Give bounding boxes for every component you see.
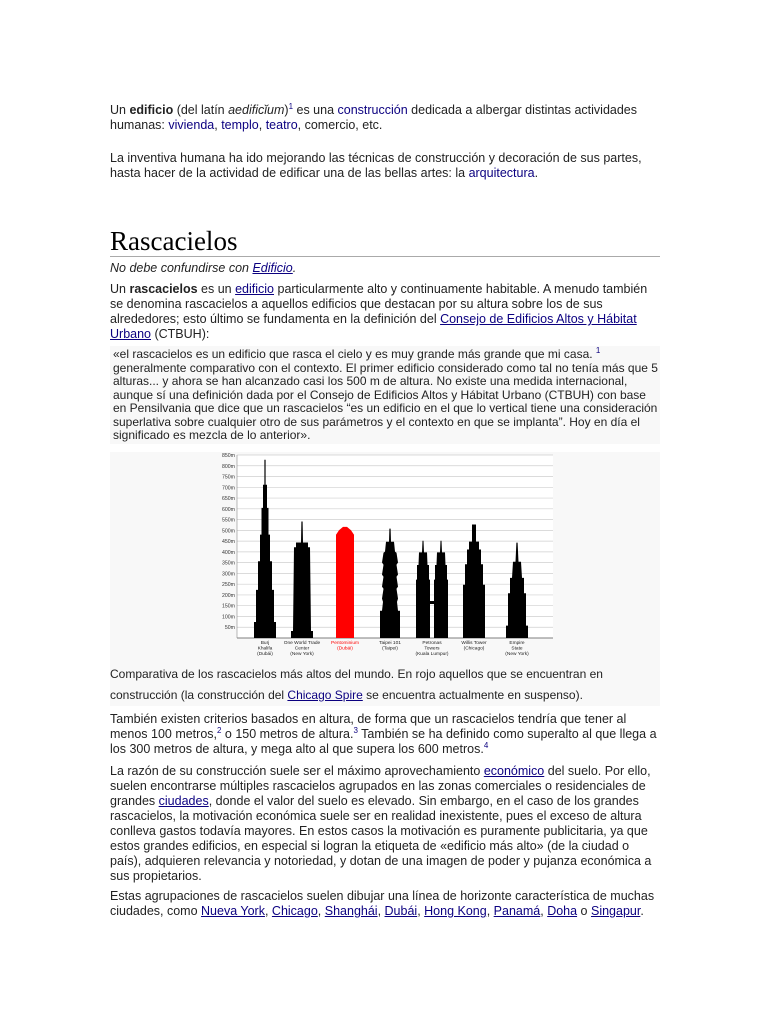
y-tick-label: 550m	[222, 517, 235, 524]
text: Un	[110, 282, 130, 296]
link-ctbuh[interactable]: Consejo de Edificios Altos y Hábitat Urbano	[110, 312, 637, 341]
text: , comercio, etc.	[297, 118, 383, 132]
building-label: Khalifa	[257, 646, 273, 652]
link-teatro[interactable]: teatro	[265, 118, 298, 132]
building-label: Center	[294, 646, 310, 652]
y-tick-label: 300m	[222, 571, 235, 578]
text: .	[292, 261, 297, 275]
link-doha[interactable]: Doha	[547, 904, 578, 918]
building-bar	[336, 527, 354, 638]
building-label: Pentominium	[331, 641, 359, 646]
rascacielos-paragraph-2	[110, 712, 660, 757]
y-tick-label: 50m	[224, 625, 235, 632]
building-label: Empire	[509, 641, 525, 646]
y-tick-label: 600m	[222, 506, 235, 513]
text: No debe confundirse con	[110, 261, 253, 275]
building-label: State	[511, 646, 523, 652]
text: ,	[540, 904, 548, 918]
section-title: Rascacielos	[110, 226, 238, 256]
text: ,	[258, 118, 266, 132]
y-tick-label: 150m	[222, 603, 235, 610]
skyscraper-chart	[213, 452, 559, 664]
text: La razón de su construcción suele ser el máximo aprovechamiento	[110, 764, 484, 778]
skyscraper-figure	[110, 452, 660, 706]
text: (del latín	[173, 103, 229, 117]
y-tick-label: 450m	[222, 539, 235, 546]
building-label: (Dubái)	[337, 646, 353, 652]
y-tick-label: 700m	[222, 485, 235, 492]
y-tick-label: 500m	[222, 528, 235, 535]
hatnote	[110, 261, 296, 276]
building-label: (Kuala Lumpur)	[415, 652, 449, 658]
text: particularmente alto y continuamente habitable. A menudo también se denomina rascacielos a aquellos edificios que destacan por su altura sobre los de sus alrededores; esto último se fundamenta en la definición del	[110, 282, 648, 326]
bold-term: edificio	[129, 103, 174, 117]
rascacielos-paragraph-1	[110, 282, 660, 342]
text: Comparativa de los rascacielos más altos del mundo. En rojo aquellos que se encuentran en construcción (la construcción del	[110, 667, 603, 702]
link-nueva-york[interactable]: Nueva York	[201, 904, 265, 918]
link-shanghai[interactable]: Shanghái	[324, 904, 378, 918]
link-dubai[interactable]: Dubái	[384, 904, 418, 918]
link-edificio[interactable]: edificio	[235, 282, 275, 296]
link-construccion[interactable]: construcción	[337, 103, 408, 117]
building-label: Towers	[424, 646, 440, 652]
link-edificio-hatnote[interactable]: Edificio	[252, 261, 293, 275]
reference-3[interactable]: 3	[353, 725, 358, 735]
text: ,	[264, 904, 272, 918]
link-chicago-spire[interactable]: Chicago Spire	[287, 688, 363, 702]
intro-paragraph-2	[110, 151, 660, 181]
text: ,	[486, 904, 494, 918]
text: del suelo. Por ello, suelen encontrarse múltiples rascacielos agrupados en las zonas comerciales o residenciales de grandes	[110, 764, 651, 808]
text: )	[284, 103, 289, 117]
y-tick-label: 250m	[222, 582, 235, 589]
building-label: One World Trade	[283, 641, 321, 646]
text: se encuentra actualmente en suspenso).	[362, 688, 583, 702]
text: ,	[377, 904, 385, 918]
building-label: (Chicago)	[463, 646, 485, 652]
building-label: (Dubái)	[257, 652, 273, 658]
text: Estas agrupaciones de rascacielos suelen dibujar una línea de horizonte característica de muchas ciudades, como	[110, 889, 655, 918]
link-chicago[interactable]: Chicago	[271, 904, 318, 918]
text: , donde el valor del suelo es elevado. Sin embargo, en el caso de los grandes rascacielos, la motivación económica suele ser en realidad inexistente, pues el exceso de altura conlleva gastos todavía mayores. En estos casos la motivación es puramente publicitaria, ya que estos grandes edificios, en especial si logran la etiqueta de «edificio más alto» (de la ciudad o país), adquieren relevancia y notoriedad, y dotan de una imagen de poder y pujanza económica a sus propietarios.	[110, 794, 652, 883]
link-arquitectura[interactable]: arquitectura	[468, 166, 535, 180]
y-tick-label: 850m	[222, 453, 235, 459]
text: (CTBUH):	[151, 327, 210, 341]
y-tick-label: 800m	[222, 463, 235, 470]
reference-4[interactable]: 4	[483, 740, 489, 750]
figure-caption	[110, 664, 660, 706]
rascacielos-paragraph-3	[110, 764, 660, 884]
rascacielos-paragraph-4	[110, 889, 660, 919]
text: La inventiva humana ha ido mejorando las técnicas de construcción y decoración de sus partes, hasta hacer de la actividad de edificar una de las bellas artes: la	[110, 151, 642, 180]
link-ciudades[interactable]: ciudades	[158, 794, 209, 808]
skyscraper-chart-svg	[213, 452, 559, 664]
link-singapur[interactable]: Singapur	[590, 904, 641, 918]
definition-quote	[110, 346, 660, 444]
text: o	[577, 904, 591, 918]
y-tick-label: 100m	[222, 614, 235, 621]
reference-1[interactable]: 1	[288, 101, 294, 111]
building-label: Taipei 101	[379, 641, 401, 646]
y-tick-label: 650m	[222, 496, 235, 503]
link-vivienda[interactable]: vivienda	[168, 118, 215, 132]
y-tick-label: 400m	[222, 549, 235, 556]
y-tick-label: 750m	[222, 474, 235, 481]
building-label: Willis Tower	[461, 641, 487, 646]
building-label: Petronas	[422, 641, 442, 646]
skybridge	[428, 601, 436, 604]
text: o 150 metros de altura.	[221, 727, 354, 741]
bold-term: rascacielos	[129, 282, 198, 296]
building-label: Burj	[260, 641, 270, 646]
text: es un	[197, 282, 236, 296]
text: .	[534, 166, 539, 180]
text: «el rascacielos es un edificio que rasca el cielo y es muy grande más grande que mi casa.	[113, 347, 596, 361]
building-label: (Taipei)	[382, 646, 398, 652]
intro-paragraph-1	[110, 103, 660, 133]
link-panama[interactable]: Panamá	[493, 904, 541, 918]
link-economico[interactable]: económico	[483, 764, 545, 778]
text: es una	[293, 103, 338, 117]
link-hong-kong[interactable]: Hong Kong	[424, 904, 487, 918]
reference-2[interactable]: 2	[217, 725, 222, 735]
text: Un	[110, 103, 130, 117]
building-label: (New York)	[290, 652, 314, 658]
reference-1[interactable]: 1	[595, 346, 601, 355]
text: dedicada a albergar distintas actividades humanas:	[110, 103, 637, 132]
latin-term: aedificĭum	[228, 103, 285, 117]
building-label: (New York)	[505, 652, 529, 658]
text: .	[640, 904, 644, 918]
y-tick-label: 350m	[222, 560, 235, 567]
link-templo[interactable]: templo	[221, 118, 259, 132]
text: generalmente comparativo con el contexto. El primer edificio considerado como tal no tenía más que 5 alturas... y ahora se han alcanzado casi los 500 m de altura. No existe una medida internacional, aunque sí una definición dada por el Consejo de Edificios Altos y Hábitat Urbano (CTBUH) con base en Pensilvania que dice que un rascacielos “es un edificio en el que lo vertical tiene una consideración superlativa sobre cualquier otro de sus parámetros y el contexto en que se implanta”. Hoy en día el significado es mezcla de lo anterior».	[113, 360, 658, 442]
section-divider	[110, 256, 660, 257]
text: También se ha definido como superalto al que llega a los 300 metros de altura, y mega alto al que supera los 600 metros.	[110, 727, 657, 756]
text: ,	[317, 904, 325, 918]
text: También existen criterios basados en altura, de forma que un rascacielos tendría que tener al menos 100 metros,	[110, 712, 627, 741]
text: ,	[214, 118, 222, 132]
text: ,	[417, 904, 425, 918]
y-tick-label: 200m	[222, 592, 235, 599]
